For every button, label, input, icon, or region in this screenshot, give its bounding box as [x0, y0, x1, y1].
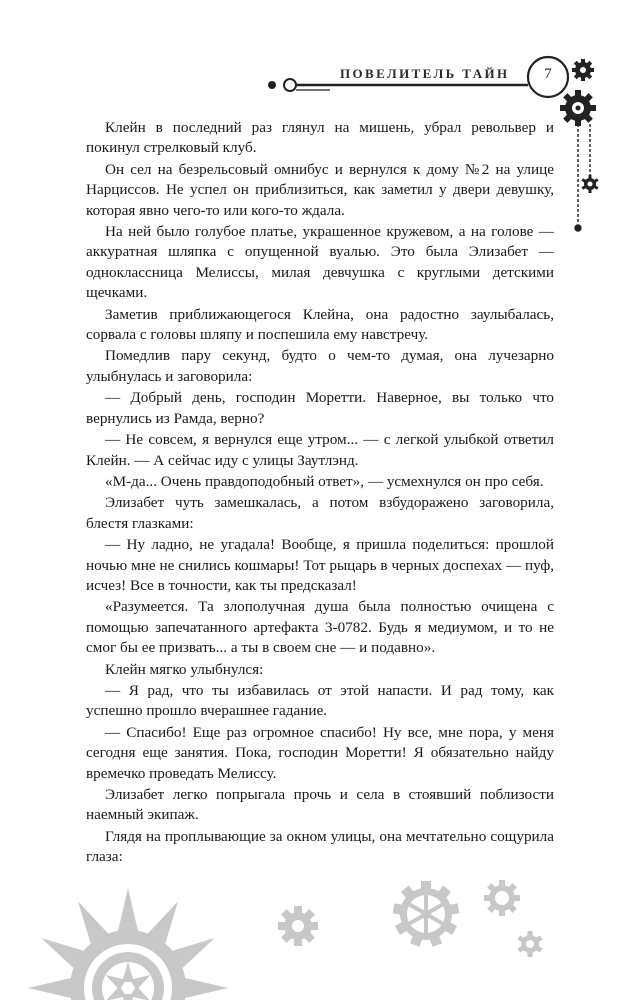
gear-chain-ornament-icon — [560, 59, 599, 193]
paragraph: «М-да... Очень правдоподобный ответ», — усмехнулся он про себя. — [105, 472, 544, 490]
paragraph: — Не совсем, я вернулся еще утром... — с легкой улыбкой ответил Клейн. — А сейчас иду с улицы Заутлэнд. — [86, 431, 554, 469]
gear-ornament-icon — [278, 880, 543, 957]
body-text — [86, 118, 554, 869]
page-number: 7 — [544, 66, 552, 82]
paragraph: — Я рад, что ты избавилась от этой напасти. И рад тому, как успешно прошло вчерашнее гадание. — [86, 681, 554, 720]
paragraph: Элизабет легко попрыгала прочь и села в стоявший поблизости наемный экипаж. — [86, 786, 554, 824]
running-title: ПОВЕЛИТЕЛЬ ТАЙН — [340, 66, 510, 81]
paragraph: На ней было голубое платье, украшенное кружевом, а на голове — аккуратная шляпка с опущенной вуалью. Это была Элизабет — одноклассница Мелиссы, милая девчушка с круглыми детскими щечками. — [86, 223, 554, 302]
paragraph: Помедлив пару секунд, будто о чем-то думая, она лучезарно улыбнулась и заговорила: — [86, 347, 554, 385]
paragraph: Клейн мягко улыбнулся: — [105, 660, 264, 678]
paragraph: Элизабет чуть замешкалась, а потом взбудоражено заговорила, блестя глазками: — [86, 494, 554, 532]
footer-ornament — [0, 860, 644, 1000]
paragraph: Клейн в последний раз глянул на мишень, убрал револьвер и покинул стрелковый клуб. — [86, 119, 554, 157]
paragraph: «Разумеется. Та злополучная душа была полностью очищена с помощью запечатанного артефакта 3-0782. Будь я медиумом, и то не смог бы ее призвать... а ты в своем сне — и подавно». — [86, 598, 554, 657]
paragraph: — Спасибо! Еще раз огромное спасибо! Ну все, мне пора, у меня сегодня еще занятия. Пока, господин Моретти! Я обязательно найду времечко проведать Мелиссу. — [86, 723, 554, 782]
paragraph: Он сел на безрельсовый омнибус и вернулся к дому №2 на улице Нарциссов. Не успел он приблизиться, как заметил у двери девушку, которая явно чего-то или кого-то ждала. — [86, 160, 554, 219]
compass-rose-icon — [28, 888, 228, 1000]
paragraph: — Ну ладно, не угадала! Вообще, я пришла поделиться: прошлой ночью мне не снились кошмары! Тот рыцарь в черных доспехах — пуф, исчез! Все в точности, как ты предсказал! — [86, 536, 554, 594]
paragraph: Заметив приближающегося Клейна, она радостно заулыбалась, сорвала с головы шляпу и поспешила ему навстречу. — [86, 305, 554, 344]
paragraph: Глядя на проплывающие за окном улицы, она мечтательно сощурила глаза: — [86, 827, 554, 866]
paragraph: — Добрый день, господин Моретти. Наверное, вы только что вернулись из Рамда, верно? — [86, 389, 554, 427]
